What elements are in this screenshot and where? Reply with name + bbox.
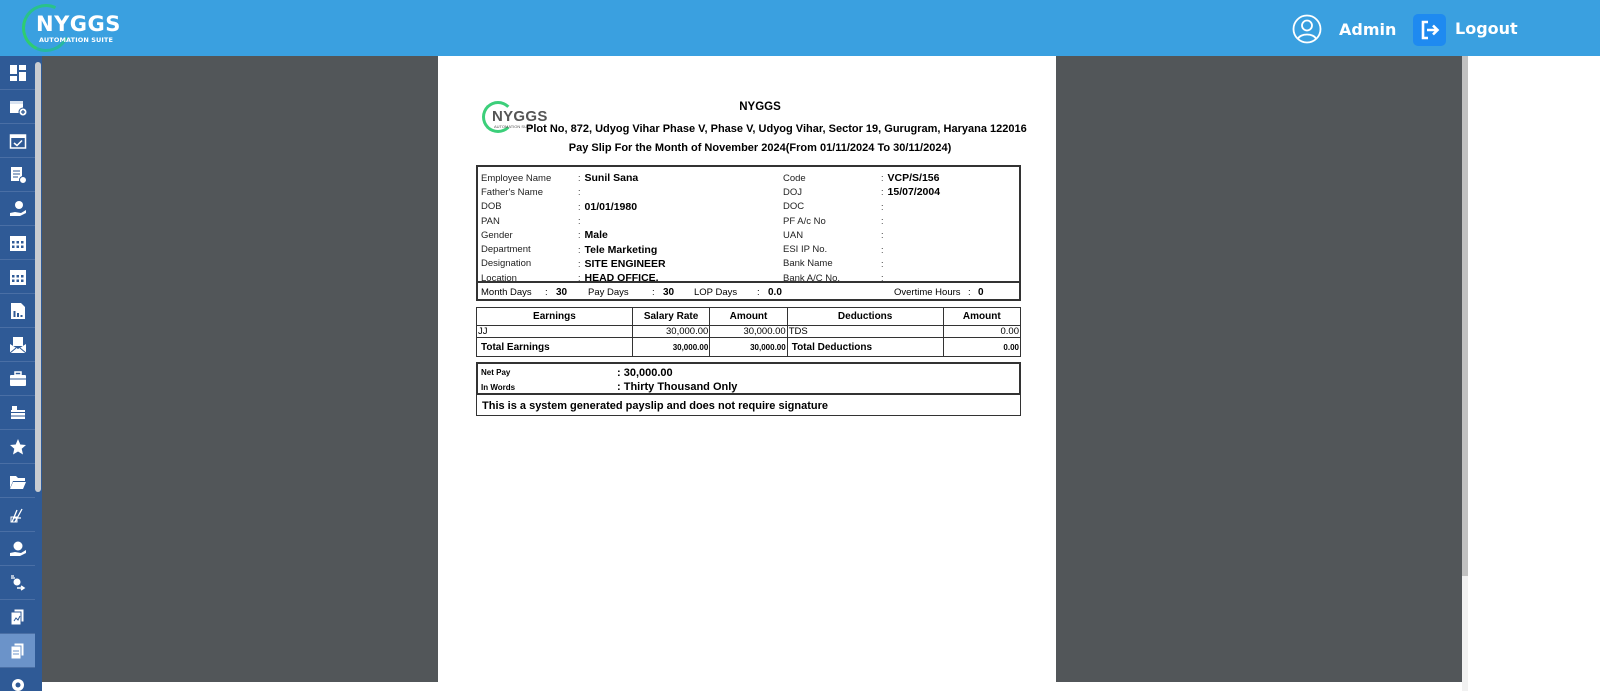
table-header xyxy=(477,308,1021,326)
employee-info-left xyxy=(481,171,666,285)
net-pay-label: Net Pay xyxy=(481,368,511,377)
sidebar-item-calendar-month[interactable] xyxy=(0,260,35,294)
info-row xyxy=(481,228,666,242)
payslip-logo-sub: AUTOMATION SUITE xyxy=(494,124,534,129)
field-label: Bank A/C No. xyxy=(783,272,841,284)
in-words-label: In Words xyxy=(481,383,516,392)
logo-name: NYGGS xyxy=(36,12,121,36)
employee-name-value: Sunil Sana xyxy=(584,172,639,185)
briefcase-icon xyxy=(9,370,27,388)
logout-link[interactable]: Logout xyxy=(1455,19,1518,38)
logo-tagline: AUTOMATION SUITE xyxy=(39,36,113,44)
dashboard-icon xyxy=(9,64,27,82)
hand-money-icon xyxy=(9,200,27,218)
settings-doc-icon xyxy=(9,676,27,691)
colon: : xyxy=(578,201,581,212)
info-row xyxy=(481,214,666,228)
salary-rate: 30,000.00 xyxy=(632,326,709,338)
field-label: Code xyxy=(783,172,806,184)
field-label: Employee Name xyxy=(481,172,552,184)
colon: : xyxy=(881,273,884,284)
pdf-viewer xyxy=(42,56,1462,682)
field-label: ESI IP No. xyxy=(783,244,828,256)
sidebar-item-report[interactable] xyxy=(0,294,35,328)
colon: : xyxy=(881,201,884,212)
colon: : xyxy=(578,216,581,227)
table-row xyxy=(477,326,1021,338)
logout-button[interactable] xyxy=(1413,14,1446,46)
overtime-label: Overtime Hours xyxy=(894,287,961,298)
documents-icon xyxy=(9,608,27,626)
colon: : xyxy=(578,244,581,255)
overtime-value: 0 xyxy=(978,287,984,298)
earnings-header: Earnings xyxy=(477,308,633,326)
sidebar-item-money-transfer[interactable] xyxy=(0,566,35,600)
net-pay-box xyxy=(476,362,1021,395)
salary-rate-header: Salary Rate xyxy=(632,308,709,326)
tools-icon xyxy=(9,506,27,524)
info-row xyxy=(481,185,666,199)
info-row xyxy=(783,200,940,214)
sidebar-item-dashboard[interactable] xyxy=(0,56,35,90)
field-label: Location xyxy=(481,272,517,284)
page-scrollbar-thumb[interactable] xyxy=(1462,56,1468,576)
amount-header: Amount xyxy=(710,308,787,326)
colon: : xyxy=(545,287,548,298)
net-pay-value: : 30,000.00 xyxy=(617,367,673,379)
logout-icon xyxy=(1419,19,1441,41)
in-words-value: : Thirty Thousand Only xyxy=(617,381,738,393)
user-avatar-icon xyxy=(1292,14,1322,44)
field-label: DOB xyxy=(481,201,502,213)
calendar-add-icon xyxy=(9,98,27,116)
earning-name: JJ xyxy=(477,326,633,338)
sidebar-item-calendar-check[interactable] xyxy=(0,124,35,158)
info-row xyxy=(783,228,940,242)
pay-days-value: 30 xyxy=(663,287,675,298)
cash-stack-icon xyxy=(9,404,27,422)
totals-row xyxy=(477,338,1021,357)
sidebar-item-documents-active[interactable] xyxy=(0,634,35,668)
info-row xyxy=(783,257,940,271)
payslip-envelope-icon xyxy=(9,336,27,354)
hand-coin-icon xyxy=(9,540,27,558)
doj-value: 15/07/2004 xyxy=(887,186,941,199)
designation-value: SITE ENGINEER xyxy=(584,257,666,270)
document-edit-icon xyxy=(9,166,27,184)
sidebar xyxy=(0,56,42,691)
colon: : xyxy=(881,173,884,184)
deduction-amount: 0.00 xyxy=(943,326,1020,338)
colon: : xyxy=(578,273,581,284)
sidebar-item-folder[interactable] xyxy=(0,464,35,498)
field-label: DOC xyxy=(783,201,805,213)
colon: : xyxy=(881,230,884,241)
sidebar-item-hand-money[interactable] xyxy=(0,192,35,226)
user-menu[interactable] xyxy=(1292,13,1396,45)
dob-value: 01/01/1980 xyxy=(584,200,638,213)
field-label: Gender xyxy=(481,229,513,241)
info-row xyxy=(481,242,666,256)
field-label: DOJ xyxy=(783,186,802,198)
nyggs-logo[interactable] xyxy=(20,2,121,54)
info-row xyxy=(783,185,940,199)
sidebar-item-hand-coin[interactable] xyxy=(0,532,35,566)
employee-info-right xyxy=(783,171,940,285)
colon: : xyxy=(968,287,971,298)
sidebar-item-favorites[interactable] xyxy=(0,430,35,464)
colon: : xyxy=(578,173,581,184)
location-value: HEAD OFFICE. xyxy=(584,272,659,285)
colon: : xyxy=(881,187,884,198)
payslip-page xyxy=(438,56,1056,682)
deduction-name: TDS xyxy=(787,326,943,338)
payslip-logo-text: NYGGS xyxy=(492,108,548,125)
deduction-amount-header: Amount xyxy=(943,308,1020,326)
star-icon xyxy=(9,438,27,456)
sidebar-scrollbar[interactable] xyxy=(35,62,41,492)
colon: : xyxy=(881,258,884,269)
info-row xyxy=(783,242,940,256)
field-label: Designation xyxy=(481,258,532,270)
deductions-header: Deductions xyxy=(787,308,943,326)
info-row xyxy=(481,171,666,185)
earnings-deductions-table xyxy=(476,307,1021,357)
colon: : xyxy=(652,287,655,298)
documents-active-icon xyxy=(9,642,27,660)
code-value: VCP/S/156 xyxy=(887,172,940,185)
total-earnings-label: Total Earnings xyxy=(477,338,633,357)
lop-days-value: 0.0 xyxy=(768,287,782,298)
system-generated-note: This is a system generated payslip and does not require signature xyxy=(476,394,1021,416)
field-label: PF A/c No xyxy=(783,215,826,227)
folder-open-icon xyxy=(9,472,27,490)
sidebar-item-documents[interactable] xyxy=(0,600,35,634)
info-row xyxy=(783,214,940,228)
calendar-grid-icon xyxy=(9,234,27,252)
sidebar-item-tools[interactable] xyxy=(0,498,35,532)
colon: : xyxy=(578,187,581,198)
company-address: Plot No, 872, Udyog Vihar Phase V, Phase V, Udyog Vihar, Sector 19, Gurugram, Haryana 122016 xyxy=(526,123,1027,135)
month-days-value: 30 xyxy=(556,287,568,298)
sidebar-item-briefcase[interactable] xyxy=(0,362,35,396)
field-label: Department xyxy=(481,244,531,256)
pay-period: Pay Slip For the Month of November 2024(From 01/11/2024 To 30/11/2024) xyxy=(568,142,952,154)
company-name: NYGGS xyxy=(739,101,781,113)
calendar-check-icon xyxy=(9,132,27,150)
employee-info xyxy=(476,165,1021,283)
info-row xyxy=(481,200,666,214)
pay-days-label: Pay Days xyxy=(588,287,629,298)
field-label: UAN xyxy=(783,229,804,241)
top-bar xyxy=(0,0,1600,56)
field-label: Father's Name xyxy=(481,186,544,198)
total-deductions-label: Total Deductions xyxy=(787,338,943,357)
sidebar-item-calendar-grid[interactable] xyxy=(0,226,35,260)
field-label: PAN xyxy=(481,215,500,227)
total-deductions-amount: 0.00 xyxy=(943,338,1020,357)
info-row xyxy=(481,257,666,271)
colon: : xyxy=(881,216,884,227)
info-row xyxy=(783,171,940,185)
sidebar-item-settings-doc[interactable] xyxy=(0,668,35,691)
sidebar-item-calendar-add[interactable] xyxy=(0,90,35,124)
report-chart-icon xyxy=(9,302,27,320)
sidebar-item-payslip[interactable] xyxy=(0,328,35,362)
field-label: Bank Name xyxy=(783,258,833,270)
calendar-month-icon xyxy=(9,268,27,286)
department-value: Tele Marketing xyxy=(584,243,658,256)
sidebar-item-cash[interactable] xyxy=(0,396,35,430)
total-salary-rate: 30,000.00 xyxy=(632,338,709,357)
colon: : xyxy=(881,244,884,255)
attendance-days xyxy=(476,282,1021,301)
gender-value: Male xyxy=(584,229,608,242)
colon: : xyxy=(578,258,581,269)
sidebar-item-document-edit[interactable] xyxy=(0,158,35,192)
user-name: Admin xyxy=(1339,19,1397,39)
month-days-label: Month Days xyxy=(481,287,532,298)
earning-amount: 30,000.00 xyxy=(710,326,787,338)
colon: : xyxy=(578,230,581,241)
colon: : xyxy=(757,287,760,298)
lop-days-label: LOP Days xyxy=(694,287,738,298)
total-earnings-amount: 30,000.00 xyxy=(710,338,787,357)
money-transfer-icon xyxy=(9,574,27,592)
